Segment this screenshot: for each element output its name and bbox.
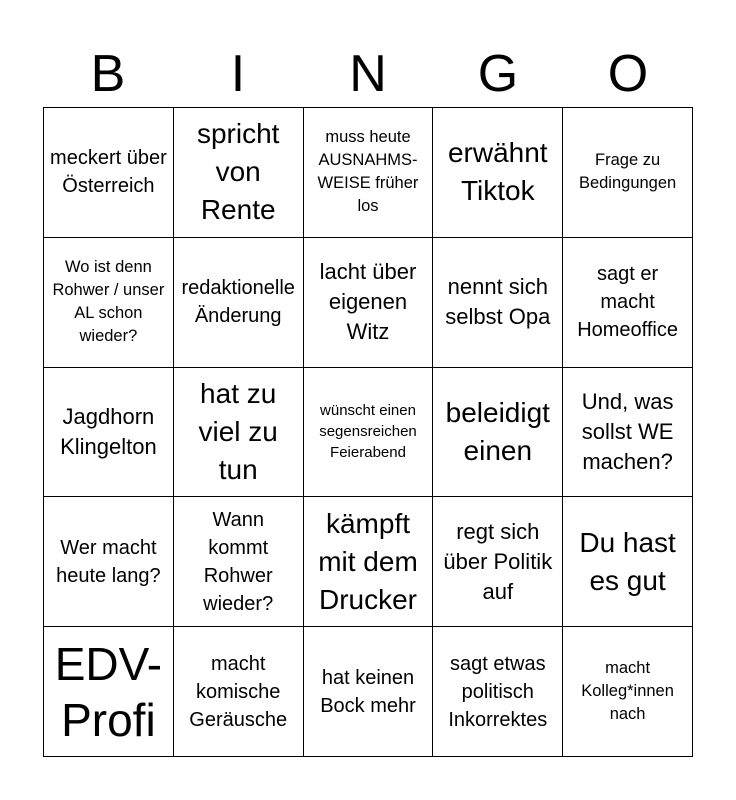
bingo-cell[interactable] xyxy=(174,238,304,368)
bingo-cell[interactable] xyxy=(563,108,693,238)
header-letter-o: O xyxy=(607,45,649,103)
bingo-cell[interactable] xyxy=(563,627,693,757)
cell-text: macht komische Geräusche xyxy=(189,652,288,731)
bingo-cell[interactable] xyxy=(433,497,563,627)
bingo-cell[interactable] xyxy=(174,627,304,757)
cell-text: Und, was sollst WE machen? xyxy=(581,388,674,474)
bingo-cell[interactable] xyxy=(563,368,693,498)
header-letter-b: B xyxy=(90,45,126,103)
bingo-cell[interactable] xyxy=(44,368,174,498)
cell-text: redaktionelle Änderung xyxy=(181,277,295,328)
cell-text: hat zu viel zu tun xyxy=(198,377,278,485)
header-letter-n: N xyxy=(349,45,387,103)
cell-text: muss heute AUSNAHMS-WEISE früher los xyxy=(317,128,419,216)
bingo-board xyxy=(43,107,693,757)
cell-text: sagt er macht Homeoffice xyxy=(577,263,678,342)
cell-text: meckert über Österreich xyxy=(50,147,167,198)
cell-text: Du hast es gut xyxy=(579,526,676,596)
cell-text: Wann kommt Rohwer wieder? xyxy=(203,508,274,615)
bingo-cell[interactable] xyxy=(304,238,434,368)
bingo-cell[interactable] xyxy=(304,497,434,627)
bingo-cell[interactable] xyxy=(174,497,304,627)
cell-text: Frage zu Bedingungen xyxy=(578,151,677,193)
cell-text: EDV-Profi xyxy=(54,637,163,746)
bingo-cell[interactable] xyxy=(433,627,563,757)
bingo-cell[interactable] xyxy=(304,108,434,238)
bingo-cell[interactable] xyxy=(44,627,174,757)
cell-text: hat keinen Bock mehr xyxy=(320,666,416,717)
cell-text: lacht über eigenen Witz xyxy=(319,259,417,345)
cell-text: spricht von Rente xyxy=(196,118,280,226)
bingo-cell[interactable] xyxy=(44,108,174,238)
bingo-cell[interactable] xyxy=(433,108,563,238)
bingo-cell[interactable] xyxy=(433,368,563,498)
bingo-header xyxy=(43,40,693,108)
bingo-cell[interactable] xyxy=(433,238,563,368)
cell-text: Wer macht heute lang? xyxy=(56,536,161,587)
bingo-cell[interactable] xyxy=(44,497,174,627)
cell-text: erwähnt Tiktok xyxy=(447,137,548,207)
header-letter-i: I xyxy=(230,45,246,103)
cell-text: Jagdhorn Klingelton xyxy=(60,403,157,459)
cell-text: Wo ist denn Rohwer / unser AL schon wieder? xyxy=(52,258,165,346)
bingo-cell[interactable] xyxy=(563,238,693,368)
header-letter-g: G xyxy=(477,45,519,103)
cell-text: sagt etwas politisch Inkorrektes xyxy=(448,652,548,731)
cell-text: wünscht einen segensreichen Feierabend xyxy=(319,402,417,462)
cell-text: kämpft mit dem Drucker xyxy=(318,507,418,615)
cell-text: regt sich über Politik auf xyxy=(443,518,553,604)
cell-text: beleidigt einen xyxy=(445,396,550,466)
bingo-cell[interactable] xyxy=(174,108,304,238)
cell-text: nennt sich selbst Opa xyxy=(445,274,551,330)
bingo-cell[interactable] xyxy=(304,368,434,498)
bingo-cell[interactable] xyxy=(563,497,693,627)
cell-text: macht Kolleg*innen nach xyxy=(581,659,674,724)
bingo-cell[interactable] xyxy=(44,238,174,368)
bingo-cell[interactable] xyxy=(304,627,434,757)
bingo-cell[interactable] xyxy=(174,368,304,498)
